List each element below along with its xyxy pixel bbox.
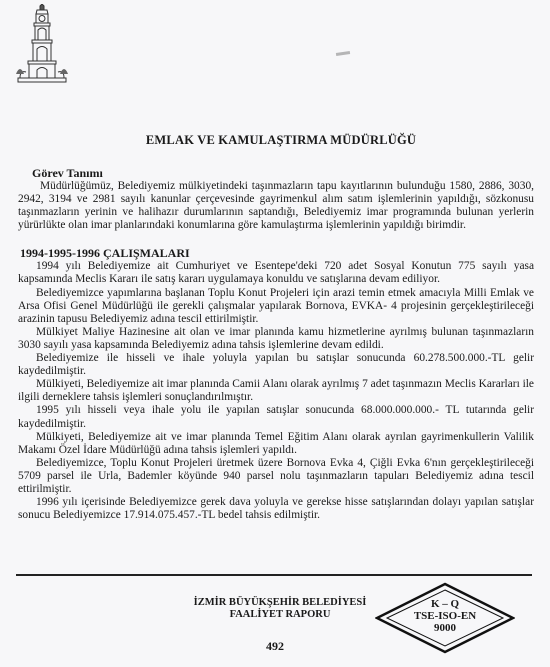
badge-line-1: K – Q [430,598,460,610]
paragraph-calismalar-4: Belediyemize ile hisseli ve ihale yoluyla yapılan bu satışlar sonucunda 60.278.500.000.-TL gelir kaydedilmiştir. [18,352,534,378]
clock-tower-icon [14,4,70,86]
badge-line-3: 9000 [434,622,456,634]
spacer [18,232,534,246]
page-number: 492 [266,639,284,653]
footer-divider [16,574,532,576]
paragraph-calismalar-7: Mülkiyeti, Belediyemize ait ve imar planında Temel Eğitim Alanı olarak ayrılan gayrimenkullerin Valilik Makamı Özel İdare Müdürlüğü adına tahsis işlemleri yapıldı. [18,430,534,456]
document-body [18,166,534,522]
section-heading-gorev: Görev Tanımı [32,166,103,180]
page-title: EMLAK VE KAMULAŞTIRMA MÜDÜRLÜĞÜ [145,133,417,147]
paragraph-gorev: Müdürlüğümüz, Belediyemiz mülkiyetindeki taşınmazların tapu kayıtlarının bulunduğu 1580, 2886, 3030, 2942, 3194 ve 2981 sayılı kanunlar çerçevesinde gayrimenkul alım satım işlemlerinin yapıldığı, sözkonusu taşınmazların yerinin ve halihazır durumlarının saptandığı, Belediyemiz imar programında bulunan yerlerin yürürlükte olan imar planlarındaki konumlarına göre kamulaştırma işlemlerinin yapıldığı birimdir. [18,180,534,232]
paragraph-calismalar-9: 1996 yılı içerisinde Belediyemizce gerek dava yoluyla ve gerekse hisse satışlarından dolayı yapılan satışlar sonucu Belediyemizce 17.914.075.457.-TL bedel tahsis edilmiştir. [18,496,534,522]
paragraph-calismalar-1: 1994 yılı Belediyemize ait Cumhuriyet ve Esentepe'deki 720 adet Sosyal Konutun 775 sayılı yasa kapsamında Meclis Kararı ile satış kararı uygulamaya konuldu ve satışlarına devam ediliyor. [18,260,534,286]
quality-badge-text [375,598,515,634]
paragraph-calismalar-5: Mülkiyeti, Belediyemize ait imar planında Camii Alanı olarak ayrılmış 7 adet taşınmazın Meclis Kararları ile ilgili derneklere tahsis işlemleri sonuçlandırılmıştır. [18,378,534,404]
paragraph-calismalar-8: Belediyemizce, Toplu Konut Projeleri üretmek üzere Bornova Evka 4, Çiğli Evka 6'nın gerçekleştirileceği 5709 parsel ile Urla, Bademler köyünde 940 parsel nolu taşınmazların tapuları Belediyemiz adına tescil ettirilmiştir. [18,456,534,495]
badge-line-2: TSE-ISO-EN [413,610,477,622]
footer-line-2: FAALİYET RAPORU [229,609,331,620]
footer-line-1: İZMİR BÜYÜKŞEHİR BELEDİYESİ [193,597,367,608]
scan-mark [336,51,350,56]
paragraph-calismalar-3: Mülkiyet Maliye Hazinesine ait olan ve imar planında kamu hizmetlerine ayrılmış bulunan taşınmazların 3030 sayılı yasa kapsamında Belediyemiz adına tahsis işlemlerine devam edildi. [18,325,534,351]
footer-organization [170,597,390,621]
section-heading-calismalar: 1994-1995-1996 ÇALIŞMALARI [20,246,190,261]
paragraph-calismalar-6: 1995 yılı hisseli veya ihale yolu ile yapılan satışlar sonucunda 68.000.000.000.- TL tutarında gelir kaydedilmiştir. [18,404,534,430]
paragraph-calismalar-2: Belediyemizce yapımlarına başlanan Toplu Konut Projeleri için arazi temin etmek amacıyla Milli Emlak ve Arsa Ofisi Genel Müdürlüğü ile gerekli çalışmalar yapılarak Bornova, EVKA- 4 projesinin gerçekleştirileceği arazinin tapusu Belediyemiz adına tescil ettirilmiştir. [18,286,534,325]
